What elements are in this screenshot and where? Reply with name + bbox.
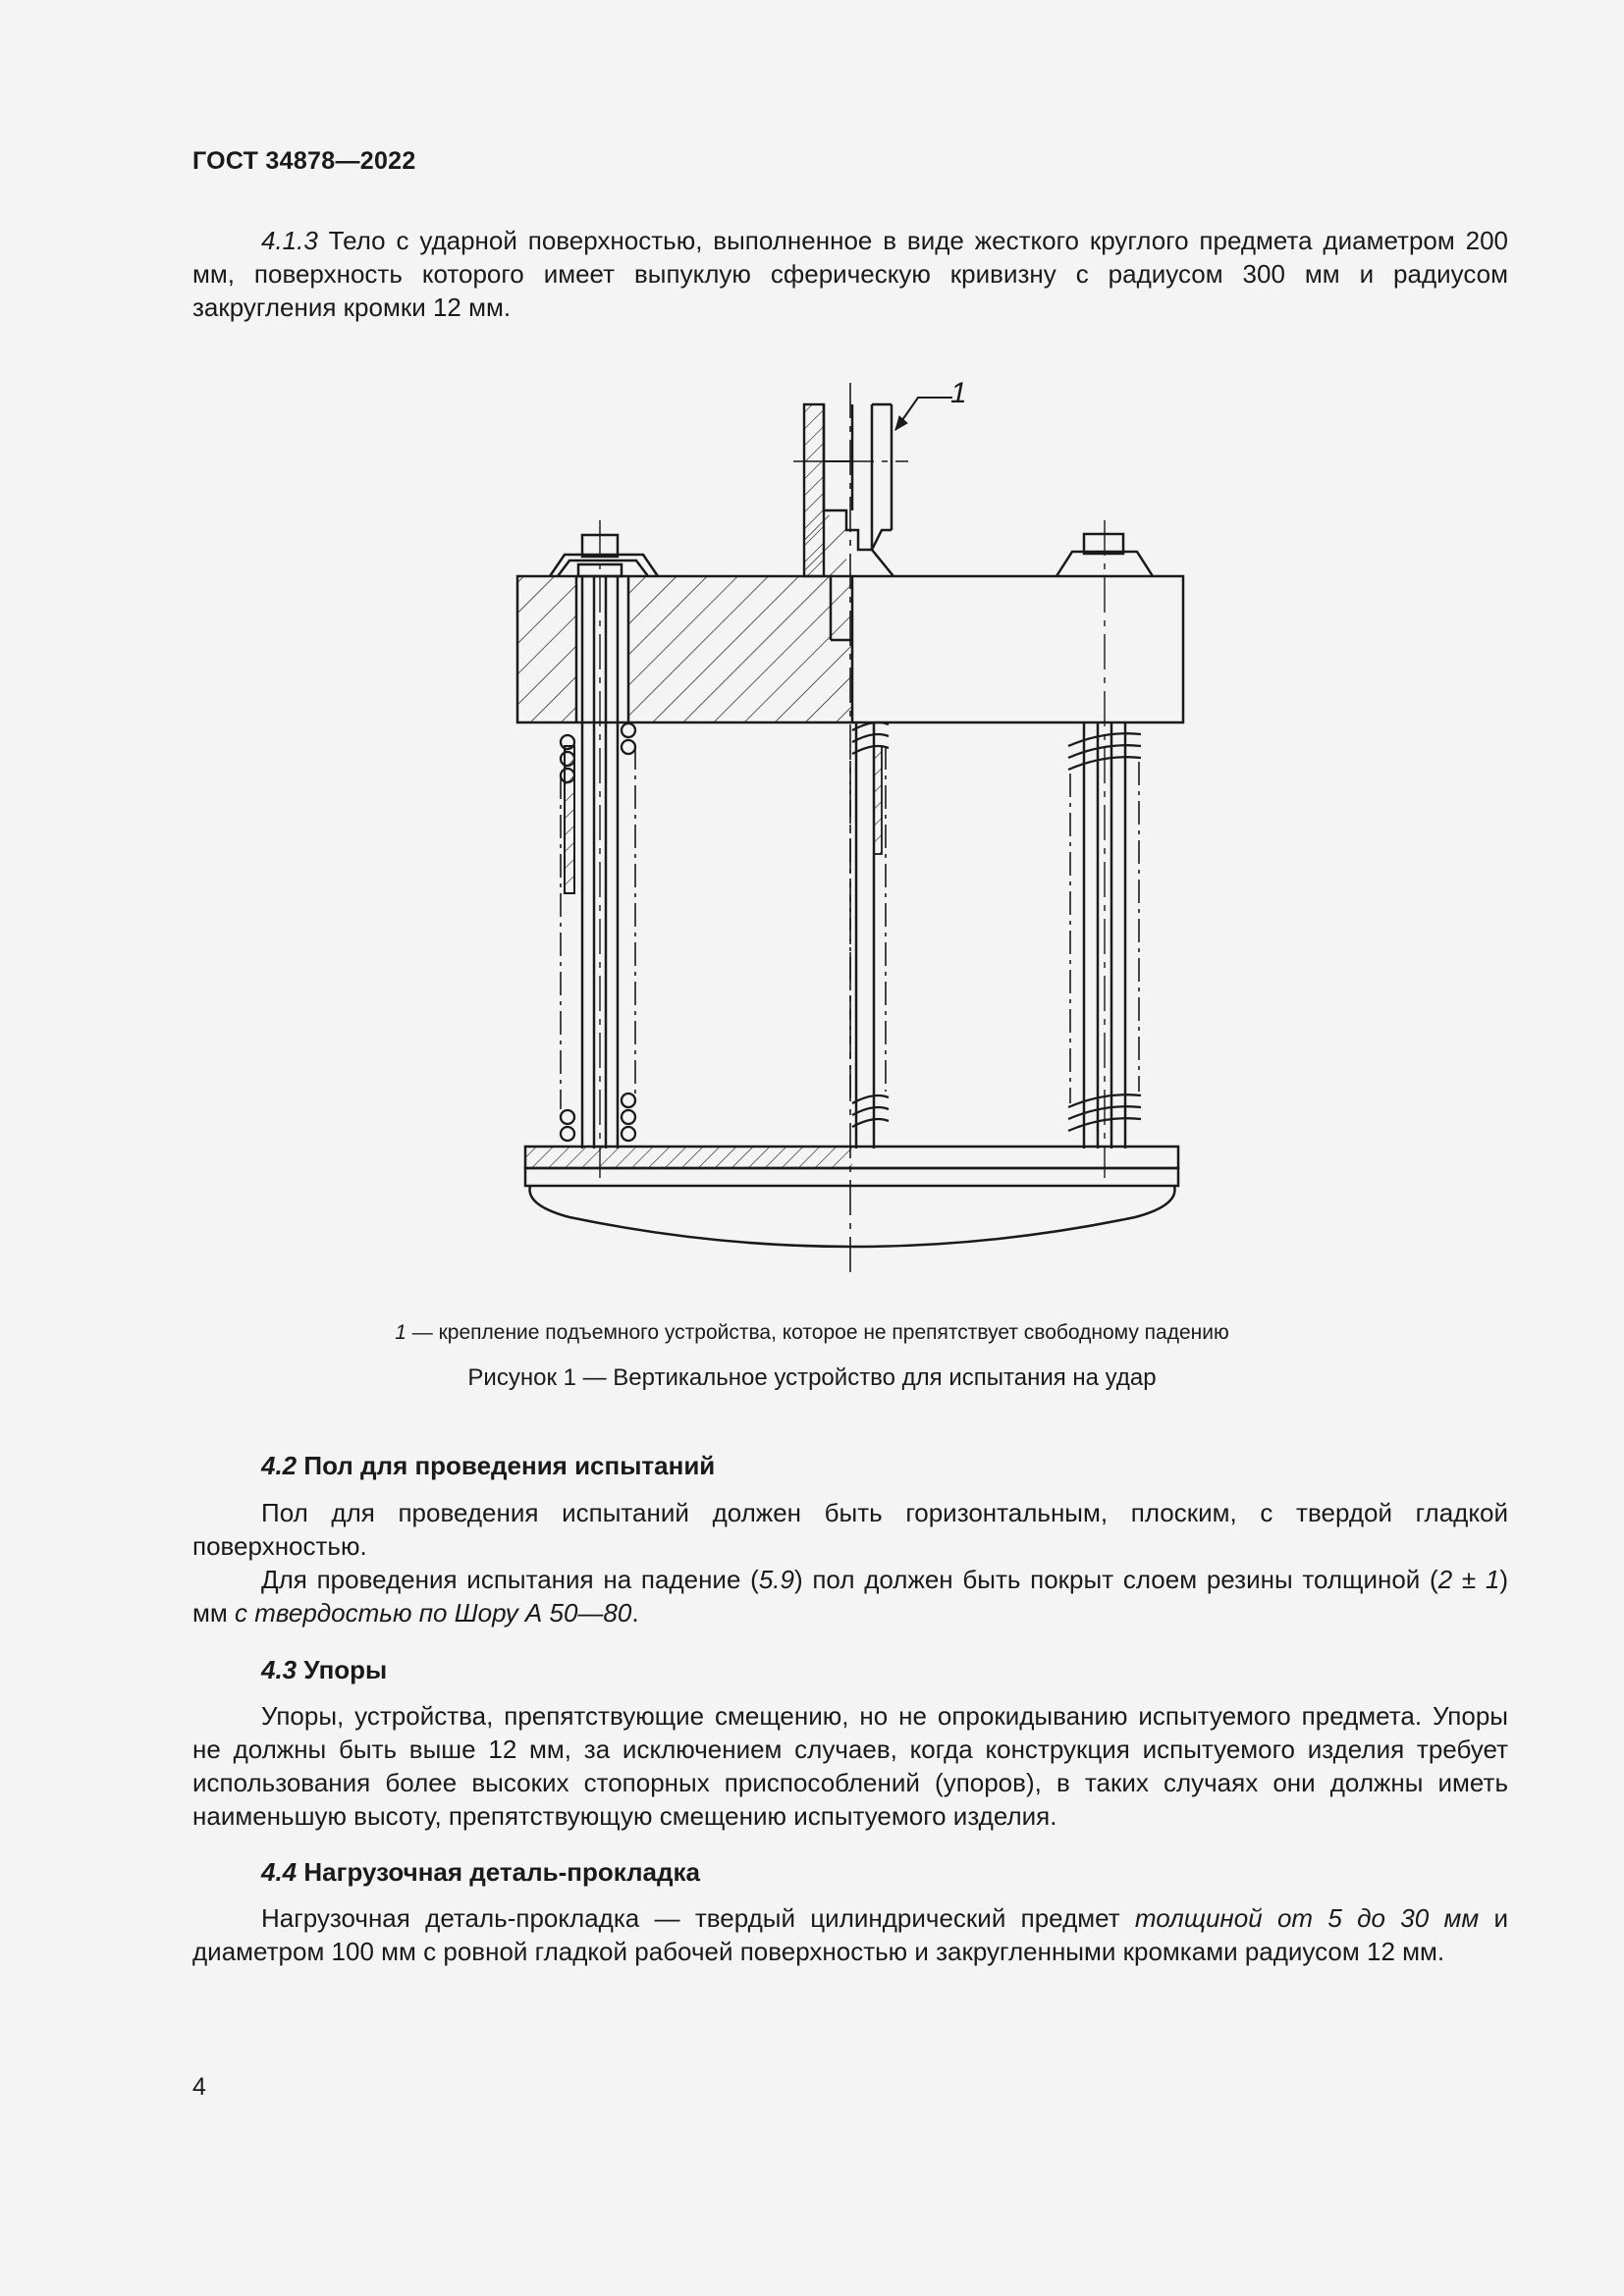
text-run: . bbox=[631, 1598, 639, 1628]
heading-number: 4.3 bbox=[261, 1655, 298, 1684]
heading-number: 4.4 bbox=[261, 1857, 298, 1887]
text-run: ) мм bbox=[192, 1565, 1509, 1628]
hardness-spec: с твердостью по Шору А 50—80 bbox=[234, 1598, 632, 1628]
heading-4-4 bbox=[192, 1855, 1508, 1889]
document-header: ГОСТ 34878—2022 bbox=[192, 147, 416, 175]
middle-spring bbox=[852, 722, 889, 1127]
clause-text: Тело с ударной поверхностью, выполненное в виде жесткого круглого предмета диаметром 200 мм, поверхность которого имеет выпуклую сферическую кривизну с радиусом 300 мм и радиусом закругления кромки 12 мм. bbox=[192, 226, 1508, 322]
legend-text: — крепление подъемного устройства, которое не препятствует свободному падению bbox=[406, 1321, 1229, 1344]
thickness-value: 2 ± 1 bbox=[1437, 1565, 1500, 1594]
figure-caption: Рисунок 1 — Вертикальное устройство для испытания на удар bbox=[467, 1364, 1157, 1391]
heading-title: Нагрузочная деталь-прокладка bbox=[297, 1857, 700, 1887]
text-run: и диаметром 100 мм с ровной гладкой рабочей поверхностью и закругленными кромками радиусом 12 мм. bbox=[192, 1903, 1508, 1966]
paragraph-4-3-1: Упоры, устройства, препятствующие смещению, но не опрокидыванию испытуемого предмета. Упоры не должны быть выше 12 мм, за исключением случаев, когда конструкция испытуемого изделия требует использования более высоких стопорных приспособлений (упоров), в таких случаях они должны иметь наименьшую высоту, препятствующую смещению испытуемого изделия. bbox=[192, 1701, 1508, 1831]
text-run: Для проведения испытания на падение ( bbox=[261, 1565, 759, 1594]
heading-title: Пол для проведения испытаний bbox=[297, 1451, 716, 1480]
paragraph-4-2-1: Пол для проведения испытаний должен быть горизонтальным, плоским, с твердой гладкой поверхностью. bbox=[192, 1498, 1508, 1561]
paragraph-4-2-2 bbox=[192, 1563, 1508, 1629]
clause-reference: 5.9 bbox=[758, 1565, 794, 1594]
heading-title: Упоры bbox=[297, 1655, 388, 1684]
text-run: Нагрузочная деталь-прокладка — твердый цилиндрический предмет bbox=[261, 1903, 1135, 1933]
text-run: ) пол должен быть покрыт слоем резины толщиной ( bbox=[793, 1565, 1438, 1594]
clause-number: 4.1.3 bbox=[261, 226, 318, 255]
impact-surface bbox=[530, 1186, 1175, 1247]
figure-callout-label: 1 bbox=[950, 377, 967, 409]
legend-number: 1 bbox=[395, 1321, 406, 1344]
figure-legend bbox=[0, 1321, 1624, 1345]
heading-number: 4.2 bbox=[261, 1451, 298, 1480]
heading-4-3 bbox=[192, 1653, 1508, 1686]
paragraph-4-4-1 bbox=[192, 1901, 1508, 1968]
thickness-spec: толщиной от 5 до 30 мм bbox=[1134, 1903, 1480, 1933]
heading-4-2 bbox=[192, 1449, 1508, 1482]
page-number: 4 bbox=[192, 2073, 206, 2101]
